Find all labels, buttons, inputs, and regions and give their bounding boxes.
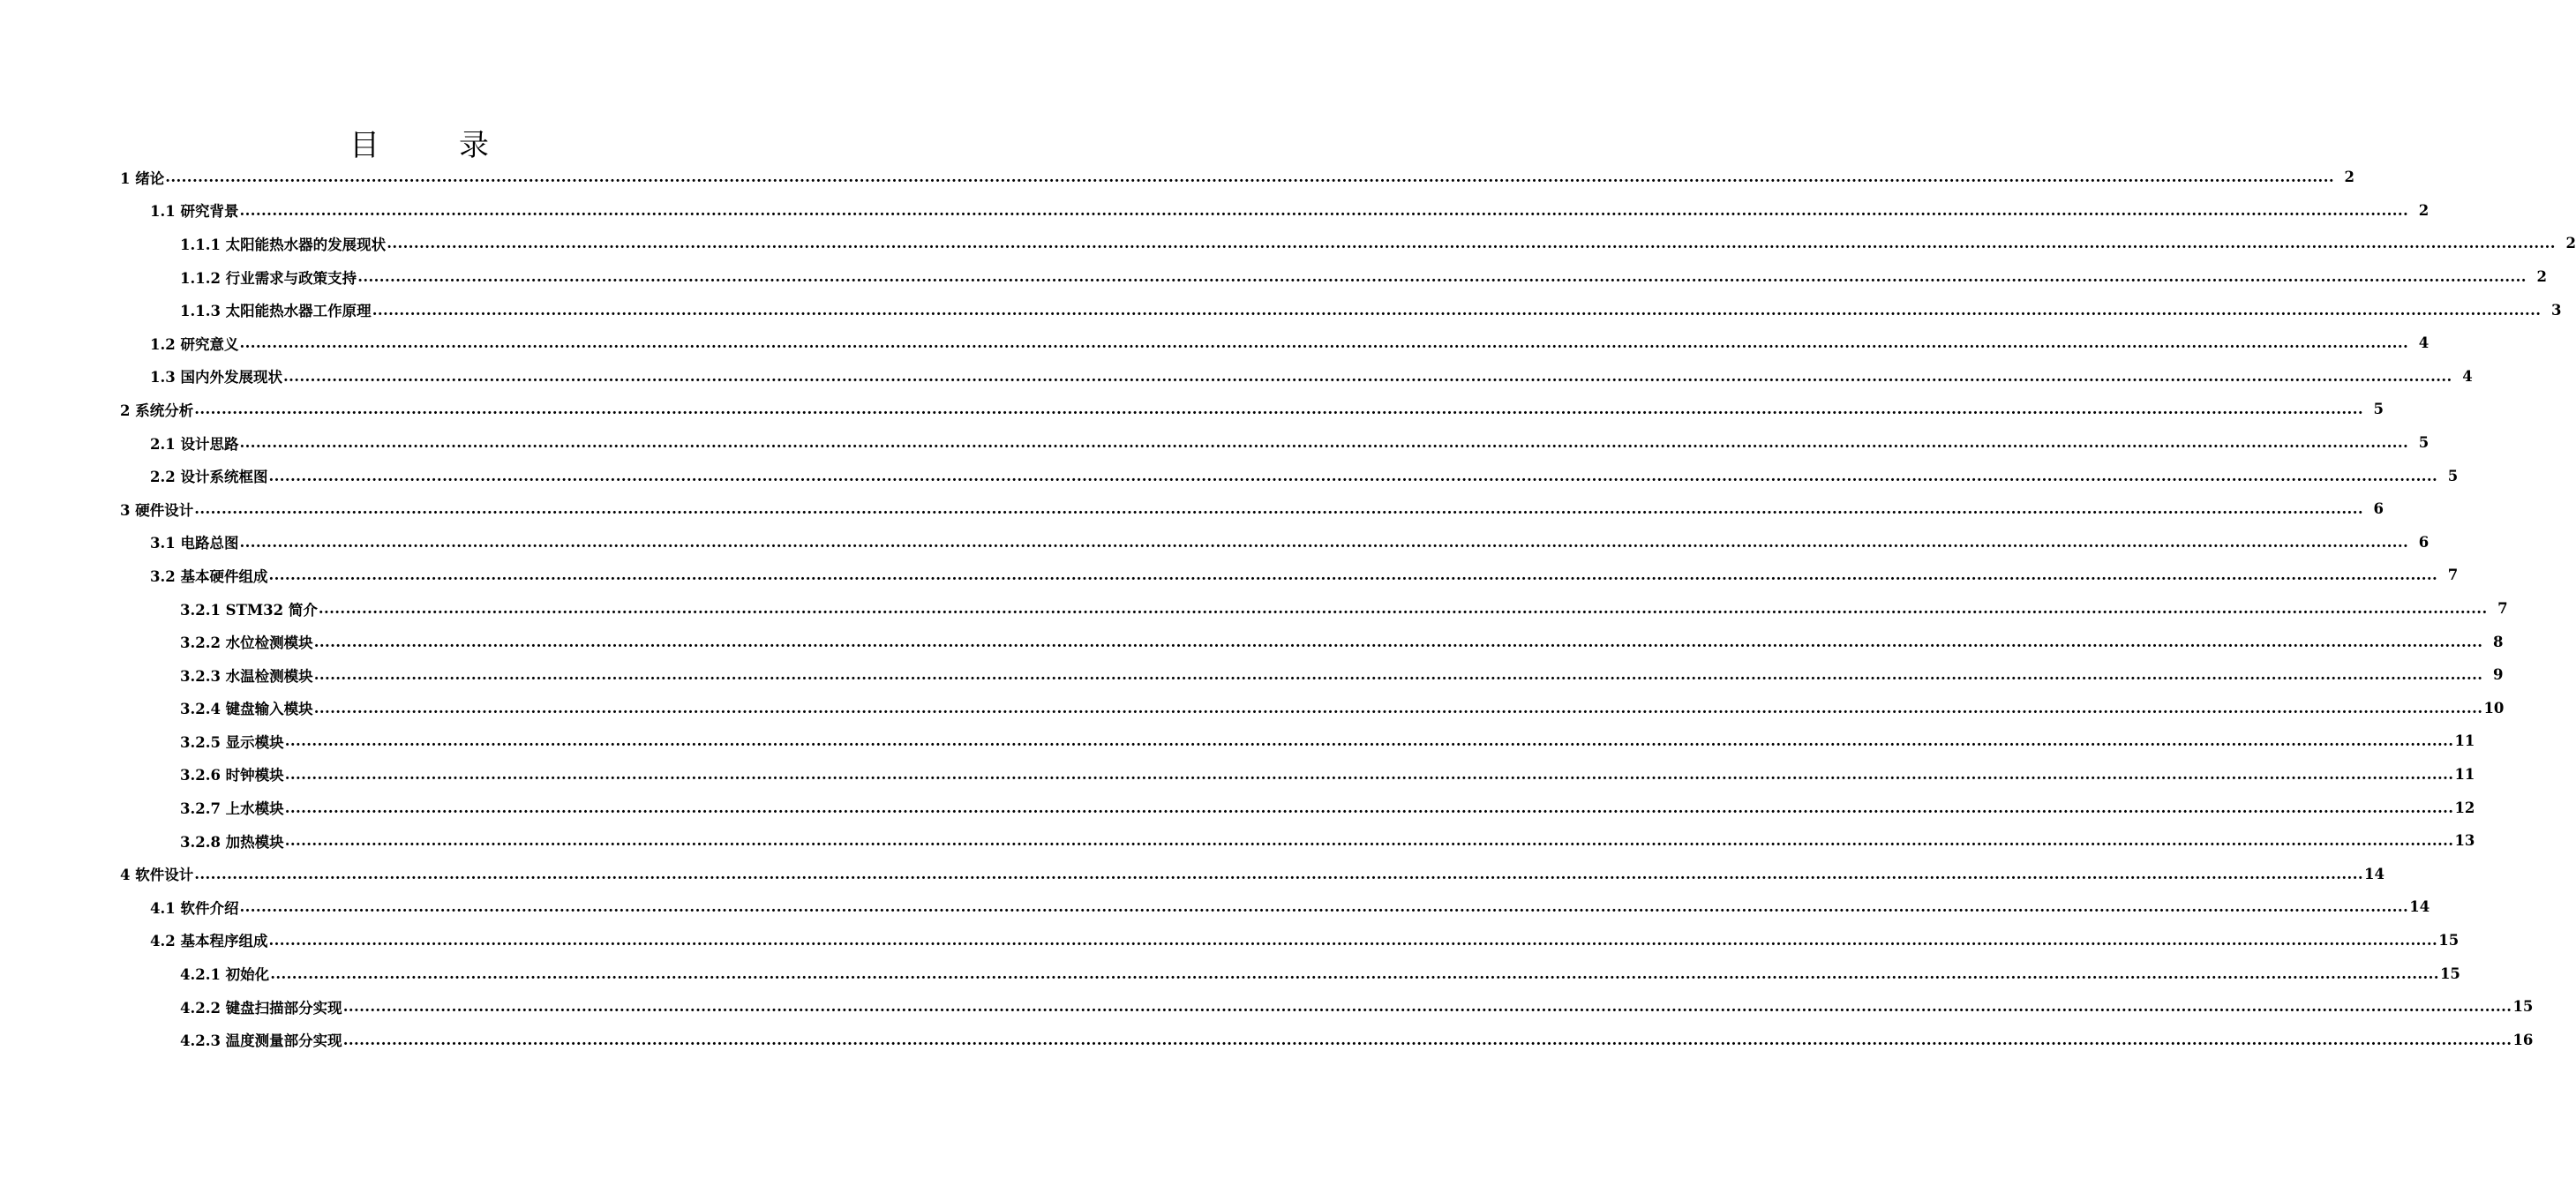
toc-entry-label: 1.1.1 太阳能热水器的发展现状 [180, 236, 387, 253]
toc-entry-page-number: 2 [2565, 235, 2576, 252]
toc-entry[interactable] [0, 227, 2576, 260]
toc-entry-page-number: 15 [2512, 998, 2534, 1016]
toc-entry-label: 3.2.5 显示模块 [180, 733, 284, 751]
toc-entry-page-number: 7 [2497, 600, 2508, 618]
toc-entry-page-number: 14 [2409, 898, 2430, 916]
toc-entry[interactable] [0, 791, 2475, 824]
dot-leader: ................................................................................................................................................................................................................................................................................................................................................................................................................ [270, 965, 2439, 982]
toc-entry-label: 2.2 设计系统框图 [150, 469, 268, 486]
dot-leader: ................................................................................................................................................................................................................................................................................................................................................................................................................ [239, 533, 2409, 551]
toc-entry-page-number: 4 [2462, 367, 2473, 385]
toc-entry-page-number: 11 [2454, 732, 2475, 750]
toc-entry-label: 1.2 研究意义 [150, 335, 239, 353]
toc-entry[interactable] [0, 393, 2384, 426]
dot-leader: ................................................................................................................................................................................................................................................................................................................................................................................................................ [342, 1031, 2512, 1048]
toc-entry-label: 3.2.7 上水模块 [180, 800, 284, 818]
toc-entry-page-number: 14 [2364, 865, 2384, 882]
toc-entry-page-number: 6 [2418, 533, 2430, 551]
toc-entry-page-number: 5 [2373, 401, 2384, 418]
toc-entry-page-number: 12 [2454, 799, 2475, 816]
toc-entry-label: 1.3 国内外发展现状 [150, 369, 282, 387]
toc-entry-page-number: 2 [2418, 201, 2430, 219]
toc-list [0, 161, 2576, 1056]
toc-entry-label: 1.1 研究背景 [150, 203, 239, 221]
toc-entry[interactable] [0, 360, 2473, 394]
toc-entry-page-number: 3 [2550, 301, 2562, 319]
toc-entry-label: 4.2.3 温度测量部分实现 [180, 1032, 342, 1050]
toc-entry[interactable] [0, 161, 2354, 194]
dot-leader: ................................................................................................................................................................................................................................................................................................................................................................................................................ [239, 434, 2409, 452]
toc-entry-page-number: 6 [2373, 500, 2384, 518]
toc-entry[interactable] [0, 559, 2459, 592]
dot-leader: ................................................................................................................................................................................................................................................................................................................................................................................................................ [282, 367, 2452, 385]
dot-leader: ................................................................................................................................................................................................................................................................................................................................................................................................................ [239, 898, 2409, 916]
toc-entry-label: 3.2.8 加热模块 [180, 833, 284, 851]
dot-leader: ................................................................................................................................................................................................................................................................................................................................................................................................................ [239, 201, 2409, 219]
toc-entry[interactable] [0, 857, 2384, 890]
toc-entry-page-number: 16 [2512, 1031, 2534, 1048]
toc-entry-label: 1.1.2 行业需求与政策支持 [180, 269, 357, 287]
dot-leader: ................................................................................................................................................................................................................................................................................................................................................................................................................ [284, 799, 2454, 816]
toc-entry-page-number: 5 [2418, 434, 2430, 452]
toc-entry[interactable] [0, 924, 2460, 957]
toc-entry-page-number: 8 [2492, 633, 2504, 650]
toc-entry[interactable] [0, 957, 2460, 990]
toc-entry-page-number: 2 [2536, 268, 2547, 286]
toc-entry[interactable] [0, 990, 2534, 1024]
toc-entry-page-number: 13 [2454, 832, 2475, 850]
dot-leader: ................................................................................................................................................................................................................................................................................................................................................................................................................ [239, 334, 2409, 352]
toc-entry-label: 2 系统分析 [120, 402, 194, 419]
dot-leader: ................................................................................................................................................................................................................................................................................................................................................................................................................ [194, 401, 2363, 418]
toc-entry-page-number: 15 [2439, 965, 2460, 982]
dot-leader: ................................................................................................................................................................................................................................................................................................................................................................................................................ [318, 600, 2488, 618]
dot-leader: ................................................................................................................................................................................................................................................................................................................................................................................................................ [284, 765, 2454, 783]
toc-entry-label: 3.2.3 水温检测模块 [180, 667, 313, 685]
toc-entry-label: 4.2 基本程序组成 [150, 933, 268, 950]
toc-entry-label: 4.2.1 初始化 [180, 966, 270, 984]
dot-leader: ................................................................................................................................................................................................................................................................................................................................................................................................................ [313, 699, 2483, 717]
dot-leader: ................................................................................................................................................................................................................................................................................................................................................................................................................ [284, 832, 2454, 850]
dot-leader: ................................................................................................................................................................................................................................................................................................................................................................................................................ [194, 500, 2363, 518]
dot-leader: ................................................................................................................................................................................................................................................................................................................................................................................................................ [313, 633, 2483, 650]
dot-leader: ................................................................................................................................................................................................................................................................................................................................................................................................................ [268, 567, 2438, 584]
dot-leader: ................................................................................................................................................................................................................................................................................................................................................................................................................ [268, 467, 2438, 484]
toc-entry-label: 3.1 电路总图 [150, 535, 239, 552]
toc-entry-page-number: 10 [2483, 699, 2505, 717]
toc-entry-label: 3.2.6 时钟模块 [180, 767, 284, 784]
toc-entry-label: 2.1 设计思路 [150, 435, 239, 453]
toc-entry[interactable] [0, 293, 2562, 327]
toc-entry-page-number: 15 [2438, 931, 2460, 949]
toc-entry-page-number: 5 [2447, 467, 2459, 484]
dot-leader: ................................................................................................................................................................................................................................................................................................................................................................................................................ [165, 169, 2334, 186]
toc-entry-label: 4.2.2 键盘扫描部分实现 [180, 999, 342, 1017]
toc-entry-page-number: 7 [2447, 567, 2459, 584]
toc-entry[interactable] [0, 890, 2430, 924]
toc-entry[interactable] [0, 194, 2430, 228]
dot-leader: ................................................................................................................................................................................................................................................................................................................................................................................................................ [342, 998, 2512, 1016]
dot-leader: ................................................................................................................................................................................................................................................................................................................................................................................................................ [194, 865, 2363, 882]
toc-entry-label: 3.2.4 键盘输入模块 [180, 701, 313, 718]
toc-entry[interactable] [0, 758, 2475, 792]
dot-leader: ................................................................................................................................................................................................................................................................................................................................................................................................................ [284, 732, 2454, 750]
toc-entry-label: 3.2.2 水位检测模块 [180, 634, 313, 652]
dot-leader: ................................................................................................................................................................................................................................................................................................................................................................................................................ [357, 268, 2527, 286]
toc-entry-label: 3.2 基本硬件组成 [150, 567, 268, 585]
toc-entry[interactable] [0, 327, 2430, 360]
dot-leader: ................................................................................................................................................................................................................................................................................................................................................................................................................ [372, 301, 2542, 319]
dot-leader: ................................................................................................................................................................................................................................................................................................................................................................................................................ [268, 931, 2438, 949]
toc-entry-page-number: 9 [2492, 666, 2504, 684]
toc-entry-page-number: 2 [2344, 169, 2354, 186]
toc-entry[interactable] [0, 1023, 2534, 1056]
toc-entry[interactable] [0, 426, 2430, 460]
toc-entry[interactable] [0, 260, 2547, 294]
dot-leader: ................................................................................................................................................................................................................................................................................................................................................................................................................ [387, 235, 2556, 252]
toc-entry-page-number: 4 [2418, 334, 2430, 352]
dot-leader: ................................................................................................................................................................................................................................................................................................................................................................................................................ [313, 666, 2483, 684]
toc-entry-label: 3.2.1 STM32 简介 [180, 601, 318, 619]
toc-entry[interactable] [0, 492, 2384, 526]
toc-entry[interactable] [0, 625, 2504, 658]
toc-entry[interactable] [0, 692, 2505, 725]
toc-entry-label: 4 软件设计 [120, 867, 194, 884]
toc-entry-label: 3 硬件设计 [120, 501, 194, 519]
toc-entry[interactable] [0, 592, 2508, 626]
toc-entry[interactable] [0, 459, 2459, 492]
toc-entry-label: 4.1 软件介绍 [150, 899, 239, 917]
toc-entry-label: 1 绪论 [120, 169, 165, 187]
toc-entry-label: 1.1.3 太阳能热水器工作原理 [180, 303, 372, 320]
toc-entry[interactable] [0, 526, 2430, 559]
toc-entry-page-number: 11 [2454, 765, 2475, 783]
toc-entry[interactable] [0, 724, 2475, 758]
toc-entry[interactable] [0, 824, 2475, 858]
toc-entry[interactable] [0, 658, 2504, 692]
page-title: 目 录 [349, 128, 514, 163]
